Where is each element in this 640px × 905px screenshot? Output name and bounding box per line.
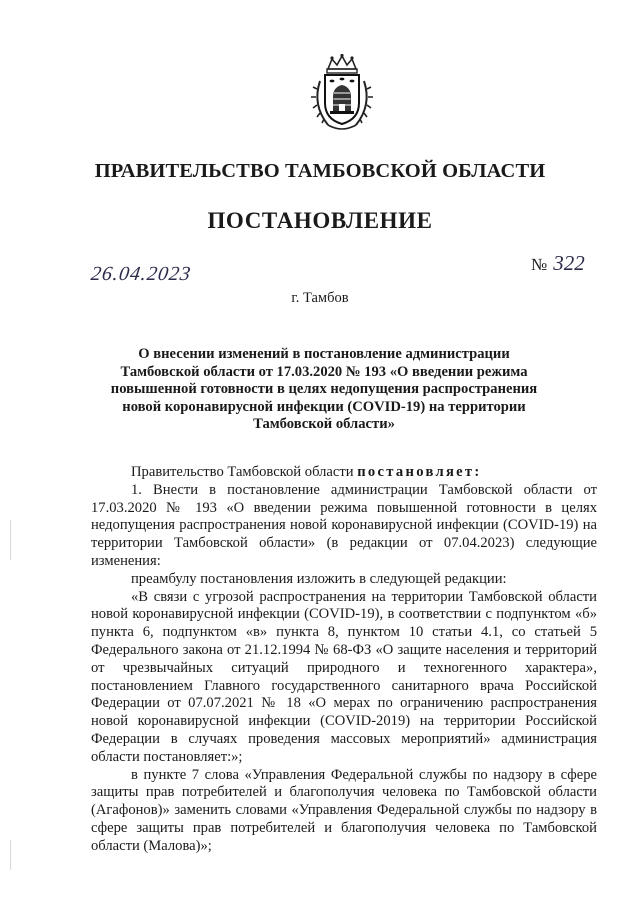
document-body (91, 464, 597, 856)
intro-paragraph (91, 464, 597, 482)
document-date: 26.04.2023 (89, 263, 193, 285)
coat-of-arms-icon (308, 53, 376, 133)
document-number (531, 251, 585, 276)
city: г. Тамбов (291, 290, 349, 306)
number-sign: № (531, 255, 548, 274)
number-value: 322 (553, 251, 585, 275)
paragraph-3: «В связи с угрозой распространения на территории Тамбовской области новой коронавирусной инфекции (COVID-19), в соответствии с подпунктом «б» пункта 6, подпунктом «в» пункта 8, пунктом 10 статьи 4.1, со статьей 5 Федерального закона от 21.12.1994 № 68-ФЗ «О защите населения и территорий от чрезвычайных ситуаций природного и техногенного характера», постановлением Главного государственного санитарного врача Российской Федерации от 07.07.2021 № 18 «О мерах по ограничению распространения новой коронавирусной инфекции (COVID-2019) на территории Российской Федерации в случаях проведения массовых мероприятий» администрация области постановляет:»; (91, 588, 597, 765)
paragraph-1: 1. Внести в постановление администрации Тамбовской области от 17.03.2020 № 193 «О введении режима повышенной готовности в целях недопущения распространения новой коронавирусной инфекции (COVID-19) на территории Тамбовской области» (в редакции от 07.04.2023) следующие изменения: (91, 481, 597, 569)
intro-text: Правительство Тамбовской области (131, 464, 358, 480)
scan-margin-mark (10, 520, 11, 560)
document-subject: О внесении изменений в постановление администрации Тамбовской области от 17.03.2020 № 193 «О введении режима повышенной готовности в целях недопущения распространения новой коронавирусной инфекции (COVID-19) на территории Тамбовской области» (110, 346, 538, 433)
paragraph-2: преамбулу постановления изложить в следующей редакции: (131, 570, 507, 587)
document-type: ПОСТАНОВЛЕНИЕ (207, 208, 433, 233)
resolve-word: постановляет: (357, 464, 482, 480)
government-title: ПРАВИТЕЛЬСТВО ТАМБОВСКОЙ ОБЛАСТИ (94, 160, 546, 182)
paragraph-4: в пункте 7 слова «Управления Федеральной службы по надзору в сфере защиты прав потребителей и благополучия человека по Тамбовской области (Агафонов)» заменить словами «Управления Федеральной службы по надзору в сфере защиты прав потребителей и благополучия человека по Тамбовской области (Малова)»; (91, 766, 597, 854)
scan-margin-mark (10, 840, 11, 870)
